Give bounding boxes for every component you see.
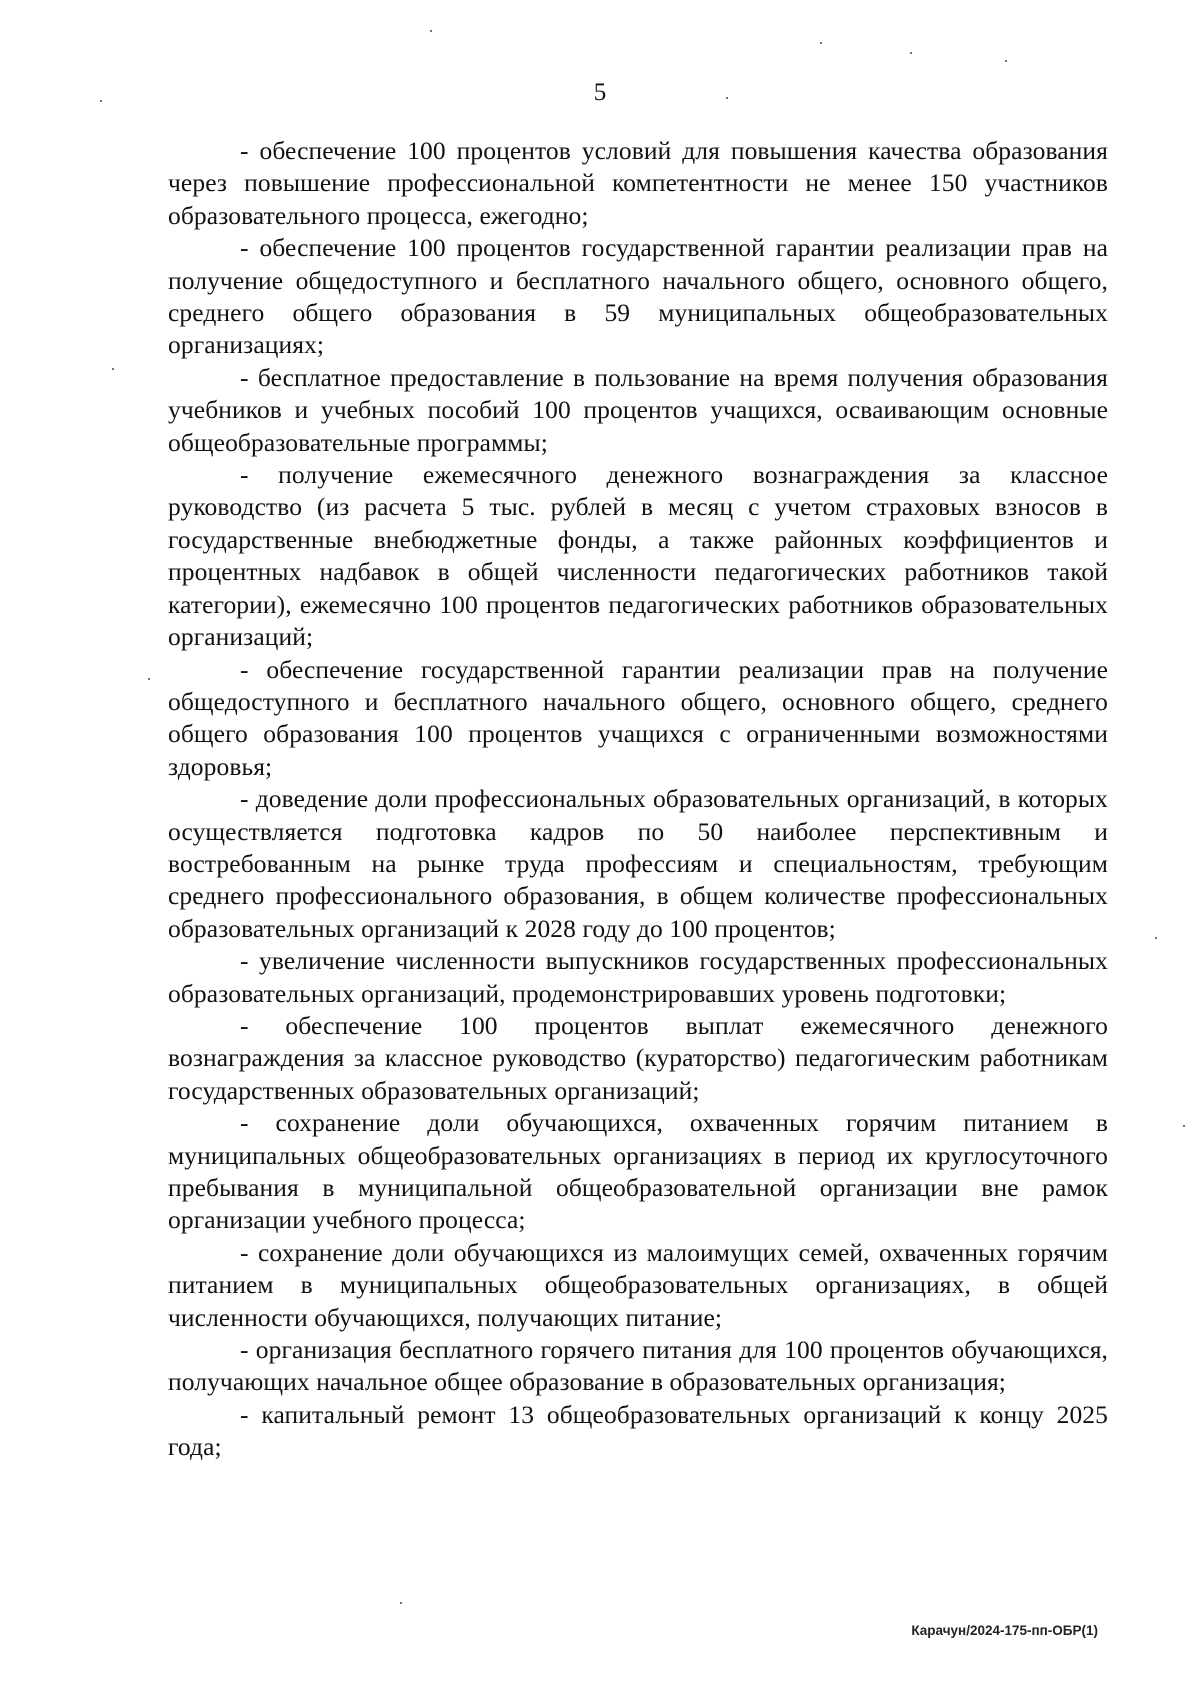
- paragraph-3: - бесплатное предоставление в пользование на время получения образования учебников и учебных пособий 100 процентов учащихся, осваивающим основные общеобразовательные программы;: [168, 362, 1108, 457]
- scan-speck: [112, 368, 114, 370]
- paragraph-11: - организация бесплатного горячего питания для 100 процентов обучающихся, получающих начальное общее образование в образовательных организация;: [168, 1335, 1108, 1397]
- scan-speck: [400, 1602, 402, 1604]
- paragraph-5: - обеспечение государственной гарантии реализации прав на получение общедоступного и бесплатного начального общего, основного общего, среднего общего образования 100 процентов учащихся с ограниченными возможностями здоровья;: [168, 654, 1108, 781]
- paragraph-6: - доведение доли профессиональных образовательных организаций, в которых осуществляется подготовка кадров по 50 наиболее перспективным и востребованным на рынке труда профессиям и специальностям, требующим среднего профессионального образования, в общем количестве профессиональных образовательных организаций к 2028 году до 100 процентов;: [168, 784, 1108, 943]
- paragraph-10: - сохранение доли обучающихся из малоимущих семей, охваченных горячим питанием в муниципальных общеобразовательных организациях, в общей численности обучающихся, получающих питание;: [168, 1237, 1108, 1332]
- scan-speck: [100, 100, 102, 102]
- scan-speck: [148, 678, 150, 680]
- paragraph-1: - обеспечение 100 процентов условий для повышения качества образования через повышение профессиональной компетентности не менее 150 участников образовательного процесса, ежегодно;: [168, 136, 1108, 230]
- paragraph-4: - получение ежемесячного денежного вознаграждения за классное руководство (из расчета 5 тыс. рублей в месяц с учетом страховых взносов в государственные внебюджетные фонды, а также районных коэффициентов и процентных надбавок в общей численности педагогических работников такой категории), ежемесячно 100 процентов педагогических работников образовательных организаций;: [168, 460, 1108, 652]
- paragraph-8: - обеспечение 100 процентов выплат ежемесячного денежного вознаграждения за классное руководство (кураторство) педагогическим работникам государственных образовательных организаций;: [168, 1010, 1108, 1105]
- paragraph-7: - увеличение численности выпускников государственных профессиональных образовательных организаций, продемонстрировавших уровень подготовки;: [168, 946, 1108, 1008]
- scan-speck: [1155, 937, 1157, 939]
- scan-speck: [910, 52, 912, 54]
- scan-speck: [1005, 60, 1007, 62]
- scan-speck: [430, 30, 432, 32]
- document-footer-code: Карачун/2024-175-пп-ОБР(1): [911, 1623, 1098, 1638]
- scan-speck: [820, 42, 822, 44]
- scan-speck: [1183, 1125, 1185, 1127]
- paragraph-9: - сохранение доли обучающихся, охваченных горячим питанием в муниципальных общеобразовательных организациях в период их круглосуточного пребывания в муниципальной общеобразовательной организации вне рамок организации учебного процесса;: [168, 1108, 1108, 1235]
- page-number: 5: [593, 79, 607, 106]
- paragraph-12: - капитальный ремонт 13 общеобразовательных организаций к концу 2025 года;: [168, 1399, 1108, 1462]
- paragraph-2: - обеспечение 100 процентов государственной гарантии реализации прав на получение общедоступного и бесплатного начального общего, основного общего, среднего общего образования в 59 муниципальных общеобразовательных организациях;: [168, 233, 1108, 360]
- scan-speck: [726, 97, 728, 99]
- document-body: [168, 135, 1108, 1464]
